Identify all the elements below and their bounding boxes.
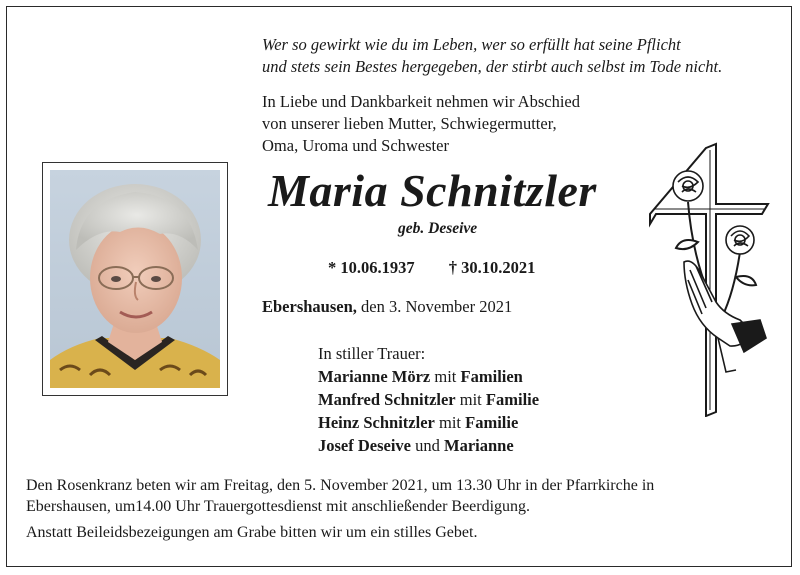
poem-line-2: und stets sein Bestes hergegeben, der stirbt auch selbst im Tode nicht.: [262, 57, 723, 76]
mourner-joiner: mit: [438, 413, 461, 432]
mourners-heading: In stiller Trauer:: [318, 344, 426, 363]
poem: [262, 34, 782, 78]
place-and-date: [262, 297, 512, 317]
mourner-joiner: mit: [434, 367, 457, 386]
mourner-row: [318, 411, 539, 434]
mourner-row: [318, 365, 539, 388]
rosary-line-2: Ebershausen, um14.00 Uhr Trauergottesdienst mit anschließender Beerdigung.: [26, 498, 531, 515]
maiden-name: geb. Deseive: [398, 220, 478, 237]
birth-date: * 10.06.1937: [328, 258, 415, 277]
mourner-joiner: und: [415, 436, 440, 455]
portrait-frame: [42, 162, 228, 396]
mourner-group: Familie: [485, 390, 540, 409]
cross-with-roses-and-praying-hands-icon: [648, 142, 776, 417]
farewell-intro: [262, 91, 682, 157]
mourner-group: Familie: [465, 413, 519, 432]
mourner-joiner: mit: [459, 390, 482, 409]
intro-line-2: von unserer lieben Mutter, Schwiegermutter,: [262, 114, 557, 133]
place: Ebershausen,: [262, 297, 357, 316]
mourner-name: Heinz Schnitzler: [318, 413, 435, 432]
deceased-name: Maria Schnitzler: [268, 165, 597, 216]
intro-line-3: Oma, Uroma und Schwester: [262, 136, 449, 155]
portrait-photo: [50, 170, 220, 388]
mourner-row: [318, 388, 539, 411]
poem-line-1: Wer so gewirkt wie du im Leben, wer so erfüllt hat seine Pflicht: [262, 35, 681, 54]
mourner-name: Josef Deseive: [318, 436, 412, 455]
life-dates: [328, 258, 535, 278]
mourner-group: Familien: [460, 367, 523, 386]
rosary-notice: [26, 475, 778, 517]
death-date: † 30.10.2021: [448, 258, 536, 277]
mourner-name: Marianne Mörz: [318, 367, 431, 386]
mourner-group: Marianne: [444, 436, 514, 455]
intro-line-1: In Liebe und Dankbarkeit nehmen wir Abschied: [262, 92, 580, 111]
mourners-list: [318, 342, 539, 457]
notice-date: den 3. November 2021: [361, 297, 513, 316]
prayer-request: Anstatt Beileidsbezeigungen am Grabe bitten wir um ein stilles Gebet.: [26, 524, 478, 541]
mourner-name: Manfred Schnitzler: [318, 390, 456, 409]
mourner-row: [318, 434, 539, 457]
rosary-line-1: Den Rosenkranz beten wir am Freitag, den 5. November 2021, um 13.30 Uhr in der Pfarrkirche in: [26, 477, 655, 494]
